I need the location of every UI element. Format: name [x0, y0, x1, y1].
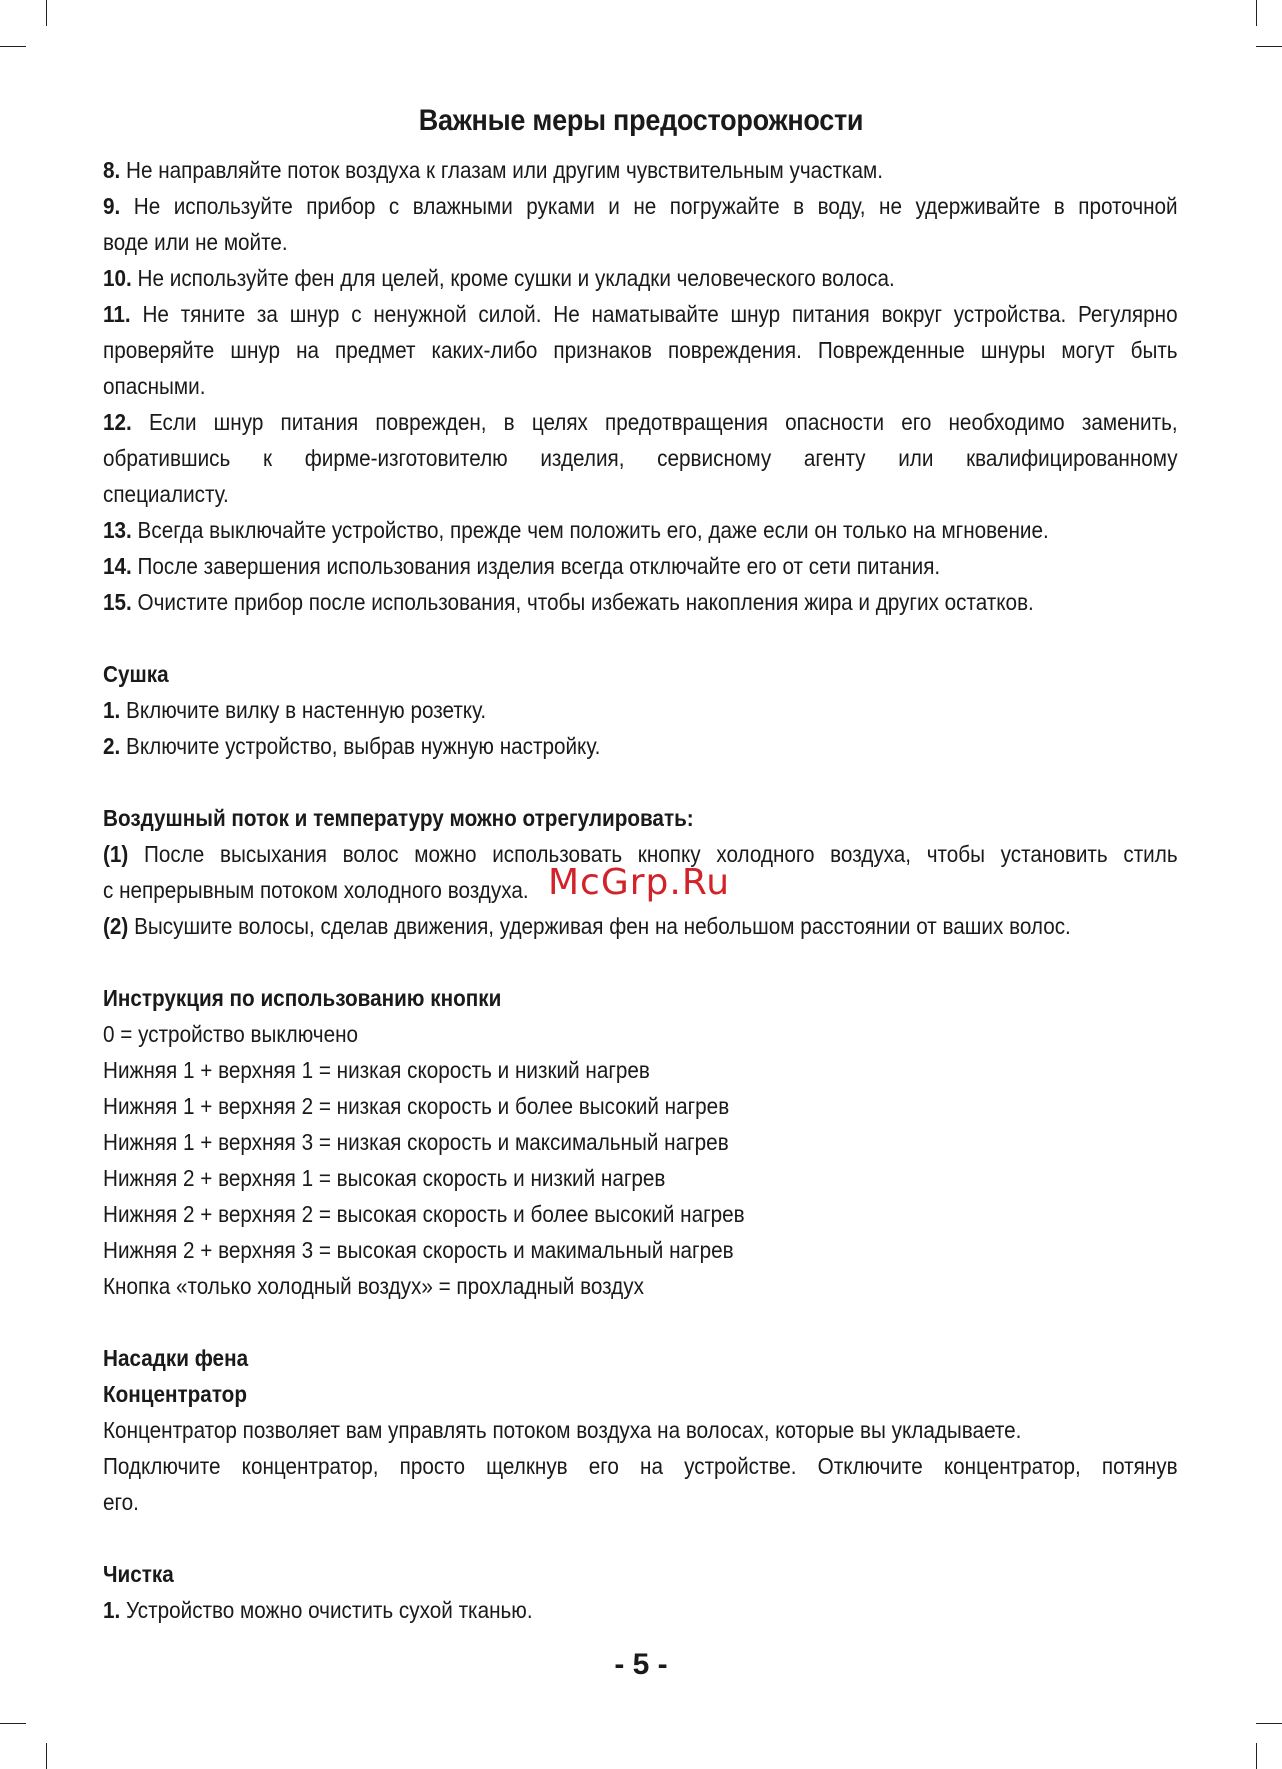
step-text: Устройство можно очистить сухой тканью. — [126, 1597, 533, 1623]
precaution-item-continued: проверяйте шнур на предмет каких-либо признаков повреждения. Поврежденные шнуры могут быть — [103, 337, 1178, 363]
concentrator-text: Концентратор позволяет вам управлять потоком воздуха на волосах, которые вы укладываете. — [103, 1417, 1022, 1443]
crop-mark — [1256, 1723, 1282, 1724]
crop-mark — [1256, 46, 1282, 47]
step-text: Включите вилку в настенную розетку. — [126, 697, 487, 723]
precaution-item — [103, 260, 1178, 296]
step-text: Включите устройство, выбрав нужную настройку. — [126, 733, 601, 759]
item-text: Не используйте прибор с влажными руками и не погружайте в воду, не удерживайте в проточной — [133, 193, 1178, 219]
section-heading-airflow: Воздушный поток и температуру можно отрегулировать: — [103, 805, 694, 831]
section-heading-drying: Сушка — [103, 661, 169, 687]
item-text: Всегда выключайте устройство, прежде чем положить его, даже если он только на мгновение. — [137, 517, 1049, 543]
item-number: 14. — [103, 553, 132, 579]
watermark: McGrp.Ru — [548, 862, 731, 903]
crop-mark — [1256, 1743, 1257, 1769]
crop-mark — [46, 1743, 47, 1769]
precaution-item — [103, 152, 1178, 188]
page-title: Важные меры предосторожности — [418, 104, 864, 137]
precaution-item-continued: обратившись к фирме-изготовителю изделия, сервисному агенту или квалифицированному — [103, 445, 1178, 471]
cleaning-step — [103, 1592, 1178, 1628]
item-number: 9. — [103, 193, 121, 219]
precaution-item — [103, 512, 1178, 548]
item-text: Не используйте фен для целей, кроме сушки и укладки человеческого волоса. — [137, 265, 895, 291]
item-text: После завершения использования изделия всегда отключайте его от сети питания. — [137, 553, 941, 579]
item-number: 12. — [103, 409, 132, 435]
button-mode-line: 0 = устройство выключено — [103, 1021, 359, 1047]
item-number: (1) — [103, 841, 129, 867]
concentrator-text: Подключите концентратор, просто щелкнув его на устройстве. Отключите концентратор, потянув — [103, 1453, 1178, 1479]
button-mode-line: Нижняя 2 + верхняя 2 = высокая скорость и более высокий нагрев — [103, 1201, 745, 1227]
concentrator-text: его. — [103, 1489, 139, 1515]
precaution-item — [103, 548, 1178, 584]
section-heading-buttons: Инструкция по использованию кнопки — [103, 985, 502, 1011]
drying-step — [103, 728, 1178, 764]
item-number: 15. — [103, 589, 132, 615]
button-mode-line: Нижняя 2 + верхняя 1 = высокая скорость и низкий нагрев — [103, 1165, 666, 1191]
item-text: Не направляйте поток воздуха к глазам или другим чувствительным участкам. — [126, 157, 884, 183]
item-text: Если шнур питания поврежден, в целях предотвращения опасности его необходимо заменить, — [148, 409, 1178, 435]
button-mode-line: Нижняя 1 + верхняя 1 = низкая скорость и низкий нагрев — [103, 1057, 650, 1083]
crop-mark — [0, 46, 26, 47]
precaution-item — [103, 404, 1178, 440]
airflow-item-continued: с непрерывным потоком холодного воздуха. — [103, 877, 529, 903]
precaution-item — [103, 296, 1178, 332]
item-number: 13. — [103, 517, 132, 543]
step-number: 1. — [103, 1597, 121, 1623]
button-mode-line: Нижняя 2 + верхняя 3 = высокая скорость и макимальный нагрев — [103, 1237, 734, 1263]
item-text: После высыхания волос можно использовать кнопку холодного воздуха, чтобы установить стиль — [143, 841, 1178, 867]
button-mode-line: Кнопка «только холодный воздух» = прохладный воздух — [103, 1273, 644, 1299]
subsection-heading-concentrator: Концентратор — [103, 1381, 247, 1407]
precaution-item-continued: опасными. — [103, 373, 206, 399]
airflow-item — [103, 908, 1178, 944]
item-number: 8. — [103, 157, 121, 183]
item-number: (2) — [103, 913, 129, 939]
precaution-item — [103, 584, 1178, 620]
precaution-item-continued: воде или не мойте. — [103, 229, 288, 255]
crop-mark — [0, 1723, 26, 1724]
section-heading-cleaning: Чистка — [103, 1561, 174, 1587]
drying-step — [103, 692, 1178, 728]
crop-mark — [1256, 0, 1257, 26]
precaution-item-continued: специалисту. — [103, 481, 229, 507]
step-number: 2. — [103, 733, 121, 759]
item-number: 10. — [103, 265, 132, 291]
item-text: Не тяните за шнур с ненужной силой. Не наматывайте шнур питания вокруг устройства. Регулярно — [142, 301, 1178, 327]
page-number: - 5 - — [614, 1648, 668, 1681]
item-text: Очистите прибор после использования, чтобы избежать накопления жира и других остатков. — [137, 589, 1034, 615]
crop-mark — [46, 0, 47, 26]
item-number: 11. — [103, 301, 131, 327]
button-mode-line: Нижняя 1 + верхняя 2 = низкая скорость и более высокий нагрев — [103, 1093, 730, 1119]
section-heading-attachments: Насадки фена — [103, 1345, 249, 1371]
button-mode-line: Нижняя 1 + верхняя 3 = низкая скорость и максимальный нагрев — [103, 1129, 729, 1155]
item-text: Высушите волосы, сделав движения, удерживая фен на небольшом расстоянии от ваших волос. — [134, 913, 1071, 939]
precaution-item — [103, 188, 1178, 224]
step-number: 1. — [103, 697, 121, 723]
